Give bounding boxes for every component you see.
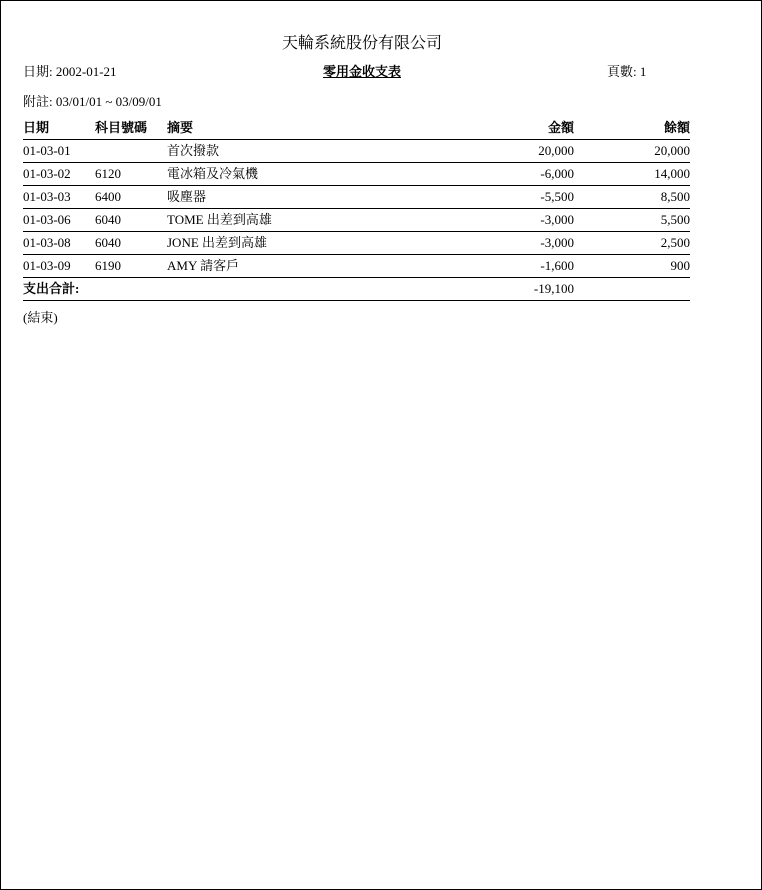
cell-balance: 900 xyxy=(670,258,690,273)
table-row xyxy=(23,209,690,232)
column-header-balance: 餘額 xyxy=(663,120,690,135)
table-row xyxy=(23,255,690,278)
end-marker: (結束) xyxy=(23,310,58,325)
cell-amount: -5,500 xyxy=(540,189,574,204)
cell-balance: 8,500 xyxy=(660,189,690,204)
total-amount: -19,100 xyxy=(533,281,574,296)
cell-date: 01-03-06 xyxy=(23,212,71,227)
report-note: 附註: 03/01/01 ~ 03/09/01 xyxy=(23,94,162,109)
total-row xyxy=(23,278,690,301)
cell-description: JONE 出差到高雄 xyxy=(167,235,268,250)
report-title: 零用金收支表 xyxy=(323,64,402,79)
cell-date: 01-03-03 xyxy=(23,189,71,204)
cell-balance: 5,500 xyxy=(660,212,690,227)
table-row xyxy=(23,186,690,209)
cell-description: 電冰箱及冷氣機 xyxy=(167,166,259,181)
column-header-description: 摘要 xyxy=(167,120,194,135)
cell-description: 首次撥款 xyxy=(167,143,220,158)
table-header-row xyxy=(23,116,690,140)
ledger-table xyxy=(23,116,690,301)
cell-account: 6040 xyxy=(95,212,121,227)
cell-date: 01-03-08 xyxy=(23,235,71,250)
cell-account: 6400 xyxy=(95,189,121,204)
report-date: 日期: 2002-01-21 xyxy=(23,64,117,79)
cell-date: 01-03-02 xyxy=(23,166,71,181)
page-number: 頁數: 1 xyxy=(607,64,647,79)
cell-date: 01-03-09 xyxy=(23,258,71,273)
cell-description: TOME 出差到高雄 xyxy=(167,212,272,227)
cell-amount: -3,000 xyxy=(540,235,574,250)
company-name: 天輪系統股份有限公司 xyxy=(281,35,442,52)
table-row xyxy=(23,163,690,186)
cell-amount: -6,000 xyxy=(540,166,574,181)
cell-description: 吸塵器 xyxy=(167,189,207,204)
cell-balance: 14,000 xyxy=(654,166,690,181)
column-header-amount: 金額 xyxy=(547,120,574,135)
cell-account: 6120 xyxy=(95,166,121,181)
cell-amount: -3,000 xyxy=(540,212,574,227)
cell-account: 6190 xyxy=(95,258,121,273)
cell-account: 6040 xyxy=(95,235,121,250)
table-row xyxy=(23,232,690,255)
table-row xyxy=(23,140,690,163)
cell-balance: 2,500 xyxy=(660,235,690,250)
cell-description: AMY 請客戶 xyxy=(167,258,240,273)
column-header-date: 日期 xyxy=(23,120,50,135)
total-label: 支出合計: xyxy=(23,281,80,296)
cell-amount: -1,600 xyxy=(540,258,574,273)
cell-amount: 20,000 xyxy=(538,143,574,158)
cell-balance: 20,000 xyxy=(654,143,690,158)
cell-date: 01-03-01 xyxy=(23,143,71,158)
column-header-account: 科目號碼 xyxy=(95,120,148,135)
